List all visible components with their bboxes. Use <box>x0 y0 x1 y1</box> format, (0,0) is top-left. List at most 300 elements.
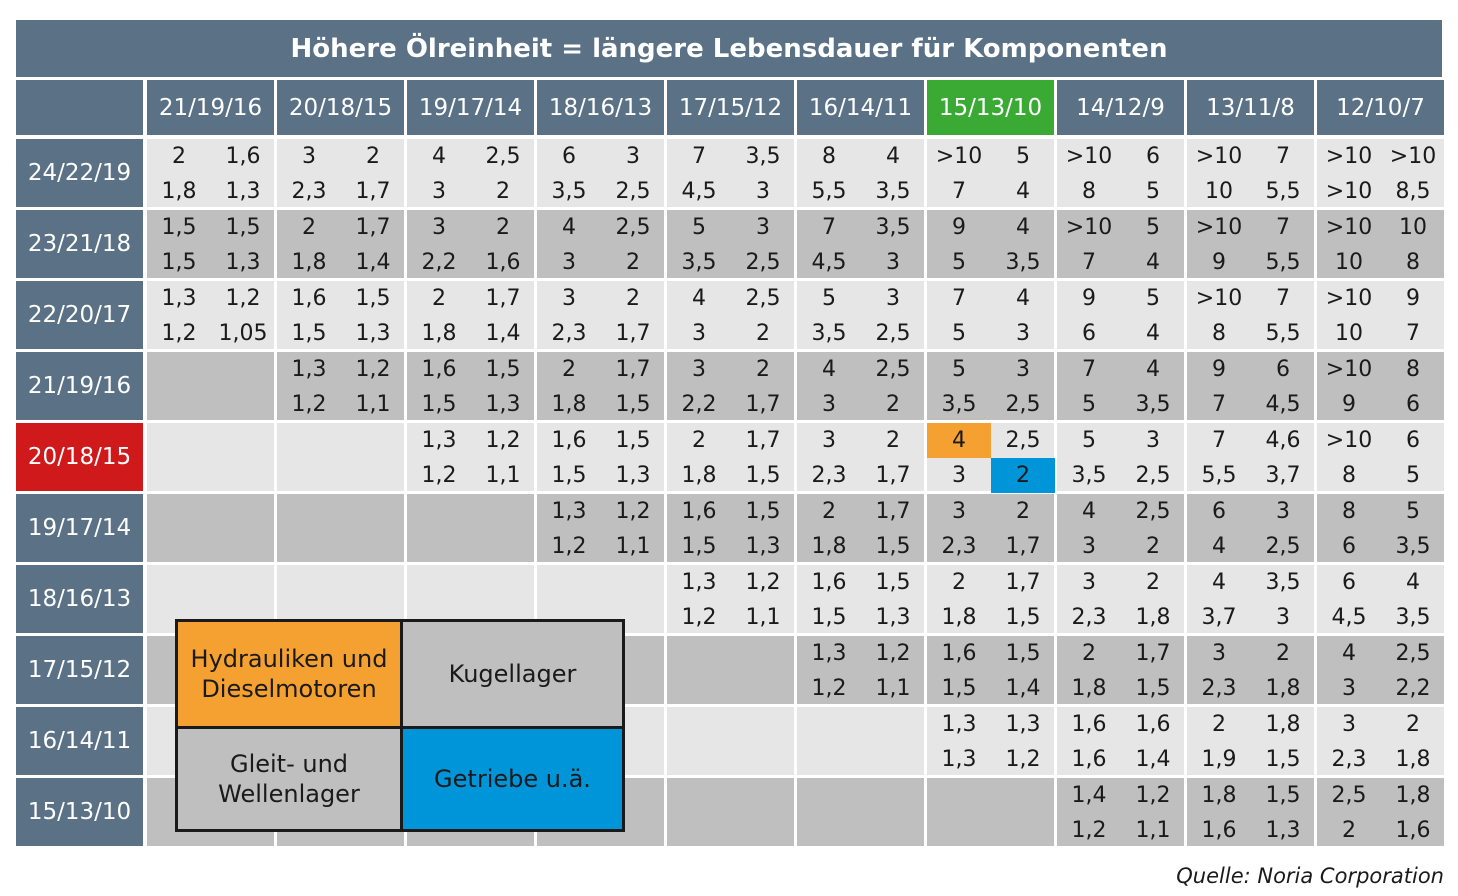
cell-value: 4 <box>1016 215 1030 240</box>
cell-value: 1,4 <box>1071 783 1107 808</box>
row-header: 17/15/12 <box>16 636 143 704</box>
cell-value: 2,3 <box>551 321 587 346</box>
cell-value: 4 <box>822 357 836 382</box>
cell-value: 1,5 <box>811 605 847 630</box>
cell-value: 1,5 <box>291 321 327 346</box>
cell-value: 1,6 <box>421 357 457 382</box>
cell-value: >10 <box>935 144 983 169</box>
empty-cell <box>797 778 924 846</box>
cell-value: 1,8 <box>551 392 587 417</box>
table-cell <box>927 636 1054 704</box>
cell-value: 1,8 <box>291 250 327 275</box>
cell-value: 3 <box>562 250 576 275</box>
cell-value: 3 <box>692 357 706 382</box>
cell-value: 3,5 <box>681 250 717 275</box>
cell-value: 1,3 <box>421 428 457 453</box>
cell-value: 2,3 <box>1331 747 1367 772</box>
legend-hydraulics: Hydrauliken und Dieselmotoren <box>178 622 400 726</box>
cell-value: 4 <box>927 423 991 458</box>
cell-value: 9 <box>952 215 966 240</box>
cell-value: 9 <box>1212 250 1226 275</box>
cell-value: 7 <box>822 215 836 240</box>
cell-value: 1,6 <box>1071 712 1107 737</box>
cell-value: 1,8 <box>1201 783 1237 808</box>
cell-value: 3 <box>1016 357 1030 382</box>
cell-value: 2,5 <box>615 179 651 204</box>
cell-value: 1,4 <box>485 321 521 346</box>
cell-value: 4 <box>562 215 576 240</box>
table-cell <box>797 139 924 207</box>
cell-value: 3 <box>886 286 900 311</box>
cell-value: 1,5 <box>355 286 391 311</box>
cell-value: 6 <box>1342 570 1356 595</box>
cell-value: 10 <box>1205 179 1233 204</box>
column-header: 18/16/13 <box>537 80 664 135</box>
cell-value: 1,7 <box>355 179 391 204</box>
cell-value: 2 <box>952 570 966 595</box>
cell-value: 1,3 <box>1005 712 1041 737</box>
cell-value: 6 <box>1082 321 1096 346</box>
table-cell <box>537 423 664 491</box>
cell-value: 3,5 <box>551 179 587 204</box>
cell-value: 4 <box>1146 357 1160 382</box>
cell-value: 3,5 <box>811 321 847 346</box>
table-cell <box>1317 352 1444 420</box>
table-cell <box>277 281 404 349</box>
cell-value: 3,5 <box>1071 463 1107 488</box>
cell-value: 5 <box>1146 179 1160 204</box>
cell-value: 1,3 <box>551 499 587 524</box>
cell-value: 3 <box>432 179 446 204</box>
table-cell <box>1187 281 1314 349</box>
cell-value: 1,9 <box>1201 747 1237 772</box>
cell-value: >10 <box>1325 428 1373 453</box>
cell-value: 1,2 <box>875 641 911 666</box>
table-cell <box>797 423 924 491</box>
cell-value: 2 <box>302 215 316 240</box>
table-cell <box>1187 139 1314 207</box>
cell-value: 3,5 <box>745 144 781 169</box>
cell-value: 3,5 <box>1265 570 1301 595</box>
cell-value: >10 <box>1325 144 1373 169</box>
table-cell <box>927 707 1054 775</box>
cell-value: 1,8 <box>421 321 457 346</box>
cell-value: 1,2 <box>811 676 847 701</box>
cell-value: 1,4 <box>1135 747 1171 772</box>
cell-value: 1,7 <box>745 428 781 453</box>
empty-cell <box>667 707 794 775</box>
column-header: 12/10/7 <box>1317 80 1444 135</box>
cell-value: 1,8 <box>1265 712 1301 737</box>
cell-value: 1,05 <box>218 321 268 346</box>
table-cell <box>1057 210 1184 278</box>
cell-value: 4 <box>886 144 900 169</box>
cell-value: 1,2 <box>291 392 327 417</box>
cell-value: 1,6 <box>551 428 587 453</box>
table-cell <box>1187 494 1314 562</box>
cell-value: 2,5 <box>1265 534 1301 559</box>
cell-value: 1,6 <box>1201 818 1237 843</box>
cell-value: 6 <box>1406 428 1420 453</box>
cell-value: 8 <box>1212 321 1226 346</box>
cell-value: 2,3 <box>1071 605 1107 630</box>
cell-value: 2,2 <box>681 392 717 417</box>
empty-cell <box>797 707 924 775</box>
cell-value: 8 <box>822 144 836 169</box>
cell-value: 1,6 <box>681 499 717 524</box>
cell-value: 2 <box>1082 641 1096 666</box>
cell-value: 3 <box>1082 534 1096 559</box>
cell-value: 5 <box>1406 463 1420 488</box>
cell-value: 4,5 <box>1331 605 1367 630</box>
table-cell <box>1057 707 1184 775</box>
cell-value: 4,6 <box>1265 428 1301 453</box>
cell-value: 3,5 <box>875 179 911 204</box>
table-cell <box>1317 707 1444 775</box>
cell-value: 3 <box>886 250 900 275</box>
cell-value: 1,5 <box>681 534 717 559</box>
row-header: 20/18/15 <box>16 423 143 491</box>
cell-value: 1,7 <box>355 215 391 240</box>
table-cell <box>1057 565 1184 633</box>
table-cell <box>537 494 664 562</box>
cell-value: 1,3 <box>1265 818 1301 843</box>
cell-value: 2,5 <box>1395 641 1431 666</box>
cell-value: 3,5 <box>1395 534 1431 559</box>
table-cell <box>537 139 664 207</box>
table-cell <box>927 565 1054 633</box>
cell-value: 4,5 <box>811 250 847 275</box>
table-cell <box>1057 139 1184 207</box>
cell-value: 1,8 <box>811 534 847 559</box>
cell-value: 2,3 <box>811 463 847 488</box>
cell-value: 7 <box>1276 144 1290 169</box>
cell-value: >10 <box>1325 179 1373 204</box>
cell-value: 1,6 <box>941 641 977 666</box>
cell-value: 8 <box>1082 179 1096 204</box>
cell-value: 1,3 <box>941 747 977 772</box>
cell-value: 2,5 <box>615 215 651 240</box>
cell-value: 2,5 <box>1331 783 1367 808</box>
table-cell <box>1057 423 1184 491</box>
cell-value: 1,7 <box>1005 570 1041 595</box>
table-cell <box>1317 565 1444 633</box>
cell-value: 1,2 <box>225 286 261 311</box>
cell-value: 2 <box>172 144 186 169</box>
cell-value: 4 <box>1016 179 1030 204</box>
cell-value: 3,5 <box>1395 605 1431 630</box>
cell-value: 6 <box>1342 534 1356 559</box>
cell-value: 1,3 <box>941 712 977 737</box>
empty-cell <box>147 494 274 562</box>
table-cell <box>1187 423 1314 491</box>
cell-value: 3,5 <box>875 215 911 240</box>
table-cell <box>537 352 664 420</box>
cell-value: 3 <box>626 144 640 169</box>
table-cell <box>667 352 794 420</box>
cell-value: 2,2 <box>421 250 457 275</box>
cell-value: 5 <box>1146 286 1160 311</box>
cell-value: >10 <box>1325 357 1373 382</box>
row-header: 23/21/18 <box>16 210 143 278</box>
cell-value: 6 <box>1406 392 1420 417</box>
cell-value: 3 <box>822 428 836 453</box>
cell-value: 1,5 <box>485 357 521 382</box>
cell-value: 2 <box>1342 818 1356 843</box>
cell-value: 1,2 <box>161 321 197 346</box>
cell-value: 1,7 <box>745 392 781 417</box>
cell-value: 2 <box>1146 570 1160 595</box>
cell-value: 2 <box>366 144 380 169</box>
cell-value: 4 <box>1406 570 1420 595</box>
cell-value: 1,5 <box>421 392 457 417</box>
cell-value: 5 <box>952 321 966 346</box>
cell-value: 1,5 <box>1265 783 1301 808</box>
cell-value: 2,3 <box>941 534 977 559</box>
cell-value: 6 <box>1212 499 1226 524</box>
row-header: 15/13/10 <box>16 778 143 846</box>
cell-value: 3 <box>1082 570 1096 595</box>
column-header: 17/15/12 <box>667 80 794 135</box>
cell-value: 3 <box>1212 641 1226 666</box>
empty-cell <box>147 352 274 420</box>
cell-value: 1,2 <box>1005 747 1041 772</box>
cell-value: 1,7 <box>875 463 911 488</box>
cell-value: 4 <box>1342 641 1356 666</box>
cell-value: 1,5 <box>615 392 651 417</box>
empty-cell <box>277 494 404 562</box>
cell-value: 7 <box>952 286 966 311</box>
legend-ball-bearings: Kugellager <box>403 622 622 726</box>
cell-value: 1,1 <box>875 676 911 701</box>
cell-value: 7 <box>1082 250 1096 275</box>
table-cell <box>407 423 534 491</box>
table-cell <box>927 352 1054 420</box>
cell-value: 7 <box>692 144 706 169</box>
table-cell <box>1317 210 1444 278</box>
cell-value: >10 <box>1195 215 1243 240</box>
cell-value: 2 <box>991 458 1055 493</box>
column-header: 15/13/10 <box>927 80 1054 135</box>
table-cell <box>667 281 794 349</box>
cell-value: 1,3 <box>811 641 847 666</box>
table-cell <box>537 281 664 349</box>
cell-value: 6 <box>1146 144 1160 169</box>
cell-value: 2,5 <box>1135 463 1171 488</box>
cell-value: 5,5 <box>1265 321 1301 346</box>
table-cell <box>927 494 1054 562</box>
cell-value: 1,8 <box>681 463 717 488</box>
cell-value: 5 <box>1082 428 1096 453</box>
cell-value: 1,3 <box>875 605 911 630</box>
cell-value: 3 <box>756 179 770 204</box>
cell-value: 9 <box>1212 357 1226 382</box>
cell-value: >10 <box>1195 144 1243 169</box>
row-header: 18/16/13 <box>16 565 143 633</box>
cell-value: 3 <box>756 215 770 240</box>
table-cell <box>667 494 794 562</box>
cell-value: 1,7 <box>615 357 651 382</box>
cell-value: 1,5 <box>941 676 977 701</box>
cell-value: 2 <box>626 286 640 311</box>
table-cell <box>1317 494 1444 562</box>
cell-value: 5,5 <box>1265 250 1301 275</box>
cell-value: 10 <box>1399 215 1427 240</box>
cell-value: 3,5 <box>1135 392 1171 417</box>
cell-value: 7 <box>1276 286 1290 311</box>
column-header: 14/12/9 <box>1057 80 1184 135</box>
cell-value: 1,8 <box>1395 783 1431 808</box>
cell-value: 1,5 <box>1005 605 1041 630</box>
cell-value: 1,6 <box>1071 747 1107 772</box>
cell-value: >10 <box>1389 144 1437 169</box>
table-cell <box>277 352 404 420</box>
empty-cell <box>147 423 274 491</box>
cell-value: 4 <box>1082 499 1096 524</box>
cell-value: 3 <box>1016 321 1030 346</box>
table-cell <box>1317 423 1444 491</box>
row-header: 21/19/16 <box>16 352 143 420</box>
table-cell <box>927 423 1054 491</box>
cell-value: 2 <box>432 286 446 311</box>
cell-value: 2,5 <box>875 357 911 382</box>
cell-value: 1,2 <box>355 357 391 382</box>
cell-value: 5 <box>1146 215 1160 240</box>
table-cell <box>1187 778 1314 846</box>
cell-value: >10 <box>1325 286 1373 311</box>
table-cell <box>277 210 404 278</box>
cell-value: 1,1 <box>485 463 521 488</box>
cell-value: 6 <box>1276 357 1290 382</box>
cell-value: 1,2 <box>421 463 457 488</box>
cell-value: 1,3 <box>745 534 781 559</box>
table-cell <box>927 139 1054 207</box>
table-cell <box>1057 778 1184 846</box>
cell-value: 1,3 <box>291 357 327 382</box>
cell-value: 3 <box>1276 499 1290 524</box>
cell-value: >10 <box>1325 215 1373 240</box>
cell-value: 3 <box>1276 605 1290 630</box>
cell-value: 8 <box>1406 250 1420 275</box>
table-cell <box>667 423 794 491</box>
cell-value: 1,1 <box>745 605 781 630</box>
empty-cell <box>277 423 404 491</box>
cell-value: 9 <box>1082 286 1096 311</box>
column-header: 21/19/16 <box>147 80 274 135</box>
cell-value: 1,4 <box>1005 676 1041 701</box>
table-cell <box>667 565 794 633</box>
table-cell <box>1057 636 1184 704</box>
cell-value: 4 <box>1212 570 1226 595</box>
cell-value: 8,5 <box>1395 179 1431 204</box>
table-cell <box>407 352 534 420</box>
cell-value: >10 <box>1065 215 1113 240</box>
cell-value: 1,2 <box>551 534 587 559</box>
cell-value: 1,5 <box>225 215 261 240</box>
cell-value: 1,3 <box>355 321 391 346</box>
column-header: 20/18/15 <box>277 80 404 135</box>
cell-value: 1,7 <box>1135 641 1171 666</box>
corner-header <box>16 80 143 135</box>
table-cell <box>407 210 534 278</box>
cell-value: 5 <box>952 250 966 275</box>
cell-value: 5 <box>1016 144 1030 169</box>
cell-value: 5 <box>822 286 836 311</box>
cell-value: 2 <box>886 392 900 417</box>
table-cell <box>1187 707 1314 775</box>
table-cell <box>797 352 924 420</box>
cell-value: 1,6 <box>485 250 521 275</box>
column-header: 13/11/8 <box>1187 80 1314 135</box>
cell-value: 2,5 <box>1005 428 1041 453</box>
cell-value: 5,5 <box>1201 463 1237 488</box>
cell-value: 2,5 <box>1135 499 1171 524</box>
cell-value: 4 <box>1146 250 1160 275</box>
cell-value: 4,5 <box>1265 392 1301 417</box>
legend-plain-bearings: Gleit- und Wellenlager <box>178 729 400 829</box>
cell-value: 1,3 <box>615 463 651 488</box>
cell-value: 4 <box>1212 534 1226 559</box>
legend-box <box>175 619 625 832</box>
cell-value: 1,2 <box>615 499 651 524</box>
cell-value: 1,6 <box>1395 818 1431 843</box>
cell-value: 2,5 <box>875 321 911 346</box>
cell-value: 2 <box>496 179 510 204</box>
cell-value: 2,5 <box>1005 392 1041 417</box>
cell-value: 6 <box>562 144 576 169</box>
cell-value: 2,5 <box>745 286 781 311</box>
cell-value: 2,5 <box>745 250 781 275</box>
cell-value: 2,2 <box>1395 676 1431 701</box>
legend-gears: Getriebe u.ä. <box>403 729 622 829</box>
cell-value: 1,8 <box>941 605 977 630</box>
cell-value: 1,5 <box>615 428 651 453</box>
cell-value: 3,7 <box>1265 463 1301 488</box>
cell-value: 2,3 <box>1201 676 1237 701</box>
empty-cell <box>667 778 794 846</box>
cell-value: 1,7 <box>875 499 911 524</box>
cell-value: 1,2 <box>745 570 781 595</box>
cell-value: 3 <box>302 144 316 169</box>
cell-value: 4,5 <box>681 179 717 204</box>
table-cell <box>1187 352 1314 420</box>
table-cell <box>1317 636 1444 704</box>
cell-value: 1,6 <box>291 286 327 311</box>
cell-value: 2 <box>1212 712 1226 737</box>
cell-value: 1,6 <box>1135 712 1171 737</box>
source-note: Quelle: Noria Corporation <box>1176 864 1444 888</box>
cell-value: 3 <box>432 215 446 240</box>
table-cell <box>797 281 924 349</box>
table-cell <box>277 139 404 207</box>
cell-value: 3 <box>952 499 966 524</box>
cell-value: 4 <box>432 144 446 169</box>
cell-value: 5 <box>952 357 966 382</box>
table-cell <box>147 210 274 278</box>
cell-value: 1,5 <box>1135 676 1171 701</box>
cell-value: 1,1 <box>615 534 651 559</box>
cell-value: 1,1 <box>355 392 391 417</box>
empty-cell <box>407 494 534 562</box>
table-cell <box>537 210 664 278</box>
column-header: 19/17/14 <box>407 80 534 135</box>
cell-value: 3,5 <box>941 392 977 417</box>
row-header: 16/14/11 <box>16 707 143 775</box>
cell-value: 3 <box>1342 712 1356 737</box>
table-cell <box>147 139 274 207</box>
cell-value: 9 <box>1406 286 1420 311</box>
row-header: 24/22/19 <box>16 139 143 207</box>
